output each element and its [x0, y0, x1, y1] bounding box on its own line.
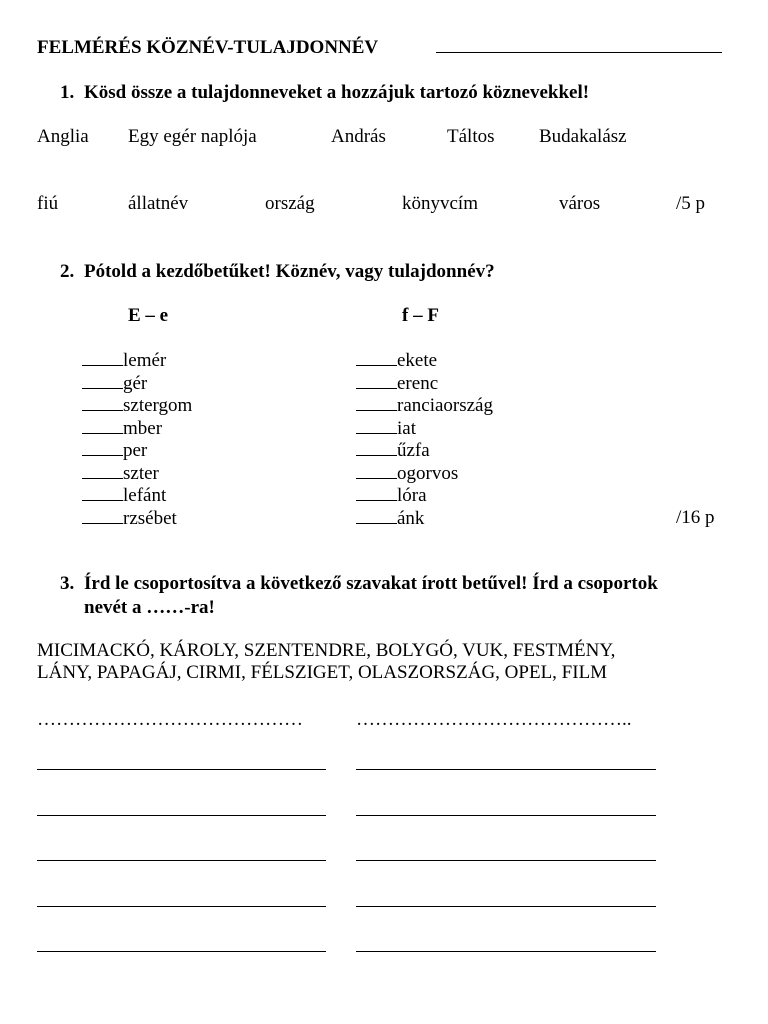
task1-points: /5 p — [676, 193, 706, 214]
task3-number: 3. — [60, 573, 75, 594]
group2-answer-line[interactable] — [356, 769, 656, 770]
proper-noun[interactable]: Anglia — [37, 126, 89, 147]
group1-answer-line[interactable] — [37, 860, 326, 861]
task3-instruction-line1: Írd le csoportosítva a következő szavakat írott betűvel! Írd a csoportok — [84, 573, 658, 594]
initial-letter-blank[interactable] — [356, 485, 397, 501]
initial-letter-blank[interactable] — [82, 485, 123, 501]
word-stem: ánk — [397, 507, 425, 529]
word-stem: ogorvos — [397, 462, 459, 484]
common-noun[interactable]: könyvcím — [402, 193, 478, 214]
page-title: FELMÉRÉS KÖZNÉV-TULAJDONNÉV — [37, 37, 379, 58]
common-noun[interactable]: állatnév — [128, 193, 189, 214]
fill-in-row — [82, 395, 192, 417]
common-noun[interactable]: város — [559, 193, 601, 214]
initial-letter-blank[interactable] — [356, 373, 397, 389]
group2-name-dots[interactable]: …………………………………….. — [356, 709, 632, 730]
word-list-line1: MICIMACKÓ, KÁROLY, SZENTENDRE, BOLYGÓ, VUK, FESTMÉNY, — [37, 640, 616, 661]
common-noun[interactable]: ország — [265, 193, 315, 214]
word-list-line2: LÁNY, PAPAGÁJ, CIRMI, FÉLSZIGET, OLASZORSZÁG, OPEL, FILM — [37, 662, 608, 683]
fill-in-row — [82, 440, 147, 462]
task1-instruction: Kösd össze a tulajdonneveket a hozzájuk tartozó köznevekkel! — [84, 82, 590, 103]
group2-answer-line[interactable] — [356, 815, 656, 816]
col2-header: f – F — [402, 305, 439, 326]
word-stem: ranciaország — [397, 395, 493, 416]
initial-letter-blank[interactable] — [82, 463, 123, 479]
proper-noun[interactable]: Táltos — [447, 126, 495, 147]
fill-in-row — [82, 350, 166, 372]
initial-letter-blank[interactable] — [82, 440, 123, 456]
task2-number: 2. — [60, 261, 75, 282]
task3-instruction-line2: nevét a ……-ra! — [84, 597, 215, 618]
initial-letter-blank[interactable] — [356, 463, 397, 479]
word-stem: mber — [123, 417, 163, 439]
word-stem: sztergom — [123, 395, 193, 416]
name-line[interactable] — [436, 52, 722, 53]
word-stem: gér — [123, 372, 148, 394]
initial-letter-blank[interactable] — [82, 418, 123, 434]
common-noun[interactable]: fiú — [37, 193, 59, 214]
task2-instruction: Pótold a kezdőbetűket! Köznév, vagy tulajdonnév? — [84, 261, 495, 282]
word-stem: erenc — [397, 372, 439, 394]
initial-letter-blank[interactable] — [356, 508, 397, 524]
initial-letter-blank[interactable] — [82, 350, 123, 366]
task1-number: 1. — [60, 82, 75, 103]
fill-in-row — [356, 395, 493, 417]
word-stem: iat — [397, 417, 416, 439]
initial-letter-blank[interactable] — [82, 373, 123, 389]
proper-noun[interactable]: Egy egér naplója — [128, 126, 257, 147]
proper-noun[interactable]: András — [331, 126, 386, 147]
fill-in-row — [82, 418, 162, 440]
word-stem: űzfa — [397, 440, 430, 461]
initial-letter-blank[interactable] — [356, 418, 397, 434]
group1-answer-line[interactable] — [37, 951, 326, 952]
group1-answer-line[interactable] — [37, 906, 326, 907]
group2-answer-line[interactable] — [356, 860, 656, 861]
task2-points: /16 p — [676, 507, 715, 528]
initial-letter-blank[interactable] — [82, 508, 123, 524]
word-stem: szter — [123, 462, 159, 484]
initial-letter-blank[interactable] — [356, 395, 397, 411]
group1-name-dots[interactable]: …………………………………… — [37, 709, 303, 730]
fill-in-row — [356, 373, 438, 395]
word-stem: lemér — [123, 350, 167, 371]
group2-answer-line[interactable] — [356, 906, 656, 907]
proper-noun[interactable]: Budakalász — [539, 126, 627, 147]
fill-in-row — [356, 463, 458, 485]
group1-answer-line[interactable] — [37, 815, 326, 816]
fill-in-row — [356, 440, 430, 462]
word-stem: lóra — [397, 485, 427, 506]
fill-in-row — [82, 373, 147, 395]
initial-letter-blank[interactable] — [82, 395, 123, 411]
fill-in-row — [82, 463, 159, 485]
fill-in-row — [82, 508, 177, 530]
initial-letter-blank[interactable] — [356, 350, 397, 366]
initial-letter-blank[interactable] — [356, 440, 397, 456]
fill-in-row — [356, 418, 416, 440]
group1-answer-line[interactable] — [37, 769, 326, 770]
group2-answer-line[interactable] — [356, 951, 656, 952]
word-stem: ekete — [397, 350, 438, 371]
word-stem: rzsébet — [123, 507, 177, 529]
fill-in-row — [356, 508, 424, 530]
word-stem: lefánt — [123, 485, 167, 506]
col1-header: E – e — [128, 305, 169, 326]
fill-in-row — [356, 350, 437, 372]
word-stem: per — [123, 440, 148, 461]
fill-in-row — [356, 485, 427, 507]
fill-in-row — [82, 485, 166, 507]
